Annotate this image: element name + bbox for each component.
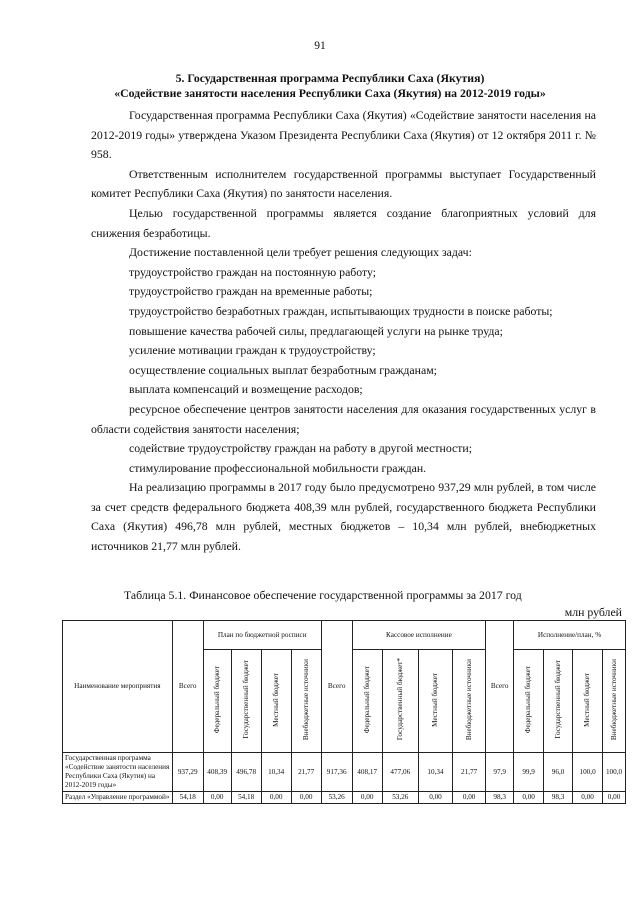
task-item: выплата компенсаций и возмещение расходов; [129, 382, 363, 397]
table-cell: 0,00 [603, 792, 626, 804]
heading-line-2: «Содействие занятости населения Республики Саха (Якутия) на 2012-2019 годы» [114, 86, 546, 100]
task-item: повышение качества рабочей силы, предлагающей услуги на рынке труда; [129, 323, 503, 338]
paragraph-goal: Целью государственной программы является создание благоприятных условий для снижения безработицы. [91, 205, 596, 240]
table-cell: 0,00 [573, 792, 603, 804]
table-cell: 917,36 [321, 753, 352, 792]
table-cell: 0,00 [261, 792, 291, 804]
table-cell: 10,34 [261, 753, 291, 792]
table-cell: 0,00 [203, 792, 231, 804]
table-cell: 0,00 [291, 792, 321, 804]
header-plan-total: Всего [172, 621, 203, 753]
table-cell: 53,26 [382, 792, 418, 804]
table-row [63, 753, 626, 792]
task-item: осуществление социальных выплат безработным гражданам; [129, 362, 437, 377]
subheader-plan-federal: Федеральный бюджет [203, 650, 231, 753]
header-cash-total: Всего [321, 621, 352, 753]
table-caption: Таблица 5.1. Финансовое обеспечение государственной программы за 2017 год [124, 588, 522, 602]
table-cell: 0,00 [418, 792, 452, 804]
page-number: 91 [314, 40, 326, 52]
subheader-pct-local: Местный бюджет [573, 650, 603, 753]
subheader-pct-federal: Федеральный бюджет [514, 650, 544, 753]
task-item: трудоустройство граждан на постоянную работу; [129, 264, 377, 279]
subheader-cash-extra: Внебюджетные источники [453, 650, 486, 753]
table-cell: 99,9 [514, 753, 544, 792]
table-cell: 0,00 [352, 792, 382, 804]
header-group-cash: Кассовое исполнение [352, 621, 485, 650]
table-cell: 0,00 [514, 792, 544, 804]
paragraph-tasks-intro: Достижение поставленной цели требует решения следующих задач: [129, 245, 472, 260]
table-cell: 54,18 [172, 792, 203, 804]
table-cell: 100,0 [573, 753, 603, 792]
task-item: трудоустройство безработных граждан, испытывающих трудности в поиске работы; [129, 303, 553, 318]
table-row [63, 792, 626, 804]
table-cell: 10,34 [418, 753, 452, 792]
body-text [91, 106, 596, 557]
table-cell: 54,18 [231, 792, 261, 804]
header-name: Наименование мероприятия [63, 621, 173, 753]
subheader-plan-state: Государственный бюджет [231, 650, 261, 753]
task-item: содействие трудоустройству граждан на работу в другой местности; [129, 441, 472, 456]
table-cell: 100,0 [603, 753, 626, 792]
table-units: млн рублей [564, 605, 622, 619]
header-group-pct: Исполнение/план, % [514, 621, 626, 650]
table-cell: 53,26 [321, 792, 352, 804]
table-cell: 96,0 [544, 753, 573, 792]
task-item: усиление мотивации граждан к трудоустройству; [129, 343, 376, 358]
subheader-pct-extra: Внебюджетные источники [603, 650, 626, 753]
heading-line-1: 5. Государственная программа Республики Саха (Якутия) [175, 71, 485, 85]
subheader-pct-state: Государственный бюджет [544, 650, 573, 753]
financing-table [62, 620, 626, 804]
header-group-plan: План по бюджетной росписи [203, 621, 321, 650]
subheader-plan-local: Местный бюджет [261, 650, 291, 753]
task-item: трудоустройство граждан на временные работы; [129, 284, 373, 299]
table-cell: 21,77 [453, 753, 486, 792]
row-name: Государственная программа «Содействие занятости населения Республики Саха (Якутия) на 2012-2019 годы» [63, 753, 173, 792]
subheader-plan-extra: Внебюджетные источники [291, 650, 321, 753]
section-heading [60, 71, 600, 101]
paragraph-executor: Ответственным исполнителем государственной программы выступает Государственный комитет Республики Саха (Якутия) по занятости населения. [91, 166, 596, 201]
table-cell: 496,78 [231, 753, 261, 792]
table-header-row [63, 621, 626, 650]
row-name: Раздел «Управление программой» [63, 792, 173, 804]
table-cell: 937,29 [172, 753, 203, 792]
table-cell: 477,06 [382, 753, 418, 792]
table-cell: 98,3 [486, 792, 514, 804]
header-pct-total: Всего [486, 621, 514, 753]
paragraph-decree: Государственная программа Республики Саха (Якутия) «Содействие занятости населения на 2012-2019 годы» утверждена Указом Президента Республики Саха (Якутия) от 12 октября 2011 г. № 958. [91, 108, 596, 162]
subheader-cash-federal: Федеральный бюджет [352, 650, 382, 753]
table-cell: 408,17 [352, 753, 382, 792]
table-cell: 0,00 [453, 792, 486, 804]
paragraph-funding: На реализацию программы в 2017 году было предусмотрено 937,29 млн рублей, в том числе за счет средств федерального бюджета 408,39 млн рублей, государственного бюджета Республики Саха (Якутия) 496,78 млн рублей, местных бюджетов – 10,34 млн рублей, внебюджетных источников 21,77 млн рублей. [91, 480, 596, 554]
task-item: стимулирование профессиональной мобильности граждан. [129, 460, 427, 475]
table-cell: 97,9 [486, 753, 514, 792]
table-cell: 21,77 [291, 753, 321, 792]
subheader-cash-local: Местный бюджет [418, 650, 452, 753]
table-cell: 98,3 [544, 792, 573, 804]
subheader-cash-state: Государственный бюджет* [382, 650, 418, 753]
table-cell: 408,39 [203, 753, 231, 792]
task-item: ресурсное обеспечение центров занятости населения для оказания государственных услуг в области содействия занятости населения; [91, 401, 596, 436]
